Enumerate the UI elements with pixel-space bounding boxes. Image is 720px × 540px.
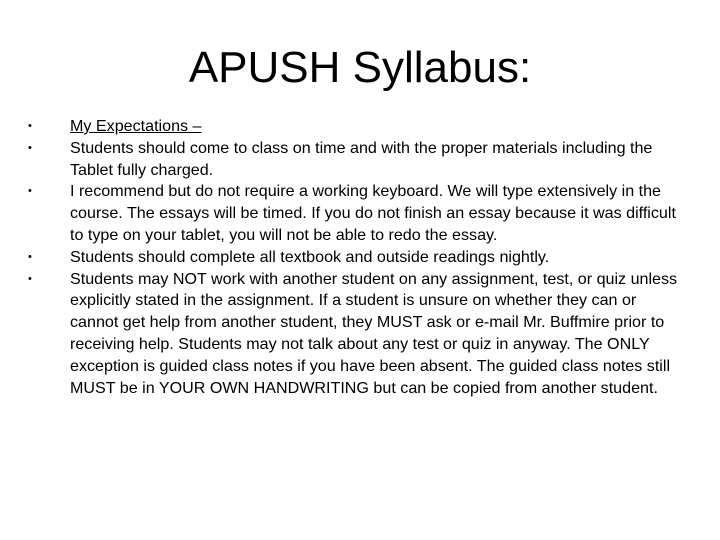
bullet-text: My Expectations – (70, 117, 202, 135)
bullet-icon: • (28, 120, 32, 132)
bullet-item-collaboration (28, 269, 688, 400)
bullet-text: Students may NOT work with another student on any assignment, test, or quiz unless explicitly stated in the assignment. If a student is unsure on whether they can or cannot get help from another student, they MUST ask or e-mail Mr. Buffmire prior to receiving help. Students may not talk about any test or quiz in anyway. The ONLY exception is guided class notes if you have been absent. The guided class notes still MUST be in YOUR OWN HANDWRITING but can be copied from another student. (70, 269, 678, 397)
bullet-text: Students should complete all textbook and outside readings nightly. (70, 247, 550, 266)
bullet-text: Students should come to class on time and with the proper materials including the Tablet fully charged. (70, 138, 653, 179)
bullet-text: I recommend but do not require a working keyboard. We will type extensively in the course. The essays will be timed. If you do not finish an essay because it was difficult to type on your tablet, you will not be able to redo the essay. (70, 182, 676, 244)
bullet-item-expectations (28, 116, 688, 138)
bullet-icon: • (28, 250, 32, 263)
bullet-item-materials (28, 138, 688, 182)
bullet-list (28, 116, 688, 399)
bullet-icon: • (28, 141, 32, 154)
slide-title: APUSH Syllabus: (188, 43, 532, 92)
bullet-icon: • (28, 272, 32, 285)
bullet-item-keyboard (28, 181, 688, 246)
bullet-item-readings (28, 247, 688, 269)
bullet-icon: • (28, 185, 32, 198)
